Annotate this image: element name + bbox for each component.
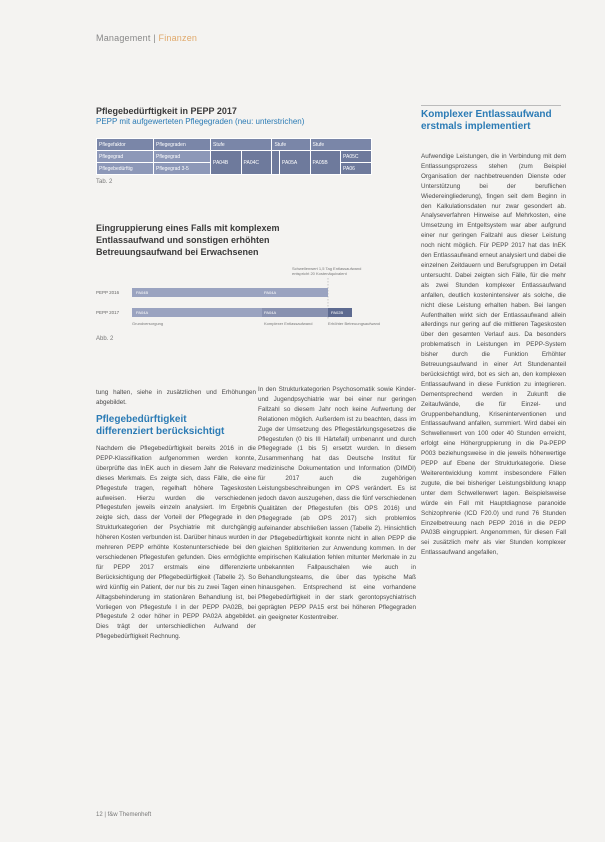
- section-heading: [421, 109, 571, 133]
- section-heading-line: Pflegebedürftigkeit: [96, 414, 187, 425]
- header-left: Management: [96, 33, 151, 43]
- table-caption: Tab. 2: [96, 179, 113, 185]
- bar-label: PA04A: [136, 310, 149, 315]
- header-section: Finanzen: [158, 33, 198, 43]
- row-label: PEPP 2017: [96, 310, 120, 315]
- table-title: Pflegebedürftigkeit in PEPP 2017: [96, 106, 237, 116]
- table-header-cell: Stufe: [272, 139, 310, 151]
- grouping-figure: [96, 262, 381, 334]
- bar-label: PA04B: [136, 290, 149, 295]
- page-footer: 12 | f&w Themenheft: [96, 812, 152, 818]
- table-cell: Pflegebedürftig: [97, 163, 154, 175]
- bar-label: PA04A: [264, 290, 277, 295]
- bar-segment: [132, 308, 262, 317]
- figure-title-line: Entlassaufwand und sonstigen erhöhten: [96, 235, 270, 245]
- table-cell: PA05C: [341, 151, 372, 163]
- table-cell: Pflegegrad: [154, 151, 211, 163]
- table-cell: [272, 151, 280, 175]
- table-subtitle: PEPP mit aufgewerteten Pflegegraden (neu: unterstrichen): [96, 117, 305, 126]
- header-separator: |: [153, 33, 156, 43]
- axis-label: Komplexer Entlassaufwand: [264, 321, 313, 326]
- table-header-cell: Pflegegraden: [154, 139, 211, 151]
- column-text: In den Strukturkategorien Psychosomatik sowie Kinder- und Jugendpsychiatrie war bei einer nur geringen Fallzahl so diesem Jahr noch keine Aufwertung der Relationen möglich. Außerdem ist zu beachten, dass im Zuge der Umsetzung des Pflegestärkungsgesetzes die Pflegestufen (0 bis III Härtefall) umbenannt und durch Pflegegrade (1 bis 5) ersetzt wurden. In diesem Zusammenhang hat das Deutsche Institut für medizinische Dokumentation und Information (DIMDI) für 2017 auch die zugehörigen Leistungsbeschreibungen im OPS verändert. Es ist jedoch davon auszugehen, dass die fünf verschiedenen Qualitäten der Pflegestufen (bis OPS 2016) und Pflegegrade (ab OPS 2017) sich problemlos aufeinander abschließen lassen (Tabelle 2). Hinsichtlich der Pflegebedürftigkeit konnte nicht in allen PEPP die gleichen Splitkriterien zur Anwendung kommen. In der empirischen Kalkulation fehlen mitunter Merkmale in zu unbekannten Fallpauschalen wie auch in Behandlungsteams, die über das typische Maß hinausgehen. Entsprechend ist eine vorhandene Pflegebedürftigkeit in der stark gerontopsychiatrisch geprägten PEPP PA15 erst bei höheren Pflegegraden ein geeigneter Kostentreiber.: [258, 386, 416, 621]
- column-divider: [421, 105, 561, 106]
- table-cell: PA04C: [241, 151, 272, 175]
- bar-segment: [132, 288, 328, 297]
- table-cell: PA06: [341, 163, 372, 175]
- axis-label: Grundversorgung: [132, 321, 164, 326]
- table-cell: Pflegegrad: [97, 151, 154, 163]
- column-text: Aufwendige Leistungen, die in Verbindung mit dem Entlassungsprozess stehen (zum Beispiel Organisation der nachbetreuenden Dienste oder Unterstützung bei der beruflichen Wiedereingliederung), fingen seit dem Beginn in den Kalkulationsdaten nur zwar gesondert ab. Analyseverfahren Hinweise auf Mehrkosten, eine Umsetzung im Entgeltsystem war aber aufgrund einer nur geringen Fallzahl aus dieser Leistung noch nicht möglich. Für PEPP 2017 hat das InEK den Entlassaufwand erneut analysiert und dabei die einzelnen Zeitdauern und Berufsgruppen im Detail untersucht. Dabei zeigten sich Fälle, für die mehr als zwei Stunden komplexer Entlassaufwand anfallen, deutlich kostenintensiver als solche, die nicht diese Leistung erhalten haben. Bei langen Aufenthalten wirkt sich der Entlassaufwand allein allerdings nur gering auf die mittleren Tageskosten über den gesamten Verlauf aus. Da besonders problematisch in Leistungen im PEPP-System bisher durch die Funktion Erhöhter Betreuungsaufwand in einer Art Stundenanteil berücksichtigt wird, bot es sich an, den komplexen Entlassaufwand in diese Funktion zu integrieren. Dementsprechend werden in Zukunft die Zeitaufwände, die für Einzel- und Gruppenbehandlung, Kriseninterventionen und Entlassaufwand anfallen, summiert. Wird dabei ein Schwellenwert von 100 oder 40 Stunden erreicht, erfolgt eine Höhergruppierung in die Pa-PEPP P003 beziehungsweise in die jeweils höherwertige PEPP auf Ebene der Strukturkategorie. Diese Weiterentwicklung kommt insbesondere Fällen zugute, die bei bisheriger Leistungsbildung knapp unter dem Schwellenwert lagen. Beispielsweise würde ein Fall mit Hauptdiagnose paranoide Schizophrenie (ICD F20.0) und rund 76 Stunden Einzelbetreuung nach PEPP 2016 in die PEPP PA03B eingruppiert. Angenommen, für diesen Fall sei zusätzlich mehr als vier Stunden komplexer Entlassaufwand angefallen,: [421, 153, 566, 557]
- column-text: tung halten, siehe in zusätzlichen und Erhöhungen abgebildet.: [96, 389, 256, 406]
- table-header-cell: Pflegefaktor: [97, 139, 154, 151]
- table-header-cell: Stufe: [211, 139, 272, 151]
- table-cell: PA05A: [280, 151, 311, 175]
- figure-title: [96, 222, 366, 258]
- pepp-table: [96, 138, 372, 175]
- section-heading: [96, 414, 256, 438]
- section-heading-line: Komplexer Entlassaufwand: [421, 109, 552, 120]
- figure-note: Schwellenwert 1,5 Tag Entlassaufwand: [292, 266, 362, 271]
- figure-caption: Abb. 2: [96, 336, 114, 342]
- figure-title-line: Eingruppierung eines Falls mit komplexem: [96, 223, 280, 233]
- column-text: Nachdem die Pflegebedürftigkeit bereits 2016 in die PEPP-Klassifikation aufgenommen werden konnte, überprüfte das InEK auch in diesem Jahr die Relevanz dieses Merkmals. Es zeigte sich, dass Fälle, die eine Pflegestufe tragen, regelhaft höhere Tageskosten aufweisen. Hierzu wurden die verschiedenen Pflegestufen jeweils einzeln analysiert. Im Ergebnis zeigte sich, dass der Vorteil der Pflegegrade in den Strukturkategorien der Psychiatrie mit durchgängig höheren Kosten verbunden ist. Darüber hinaus wurden in mehreren PEPP erhöhte Kostenunterschiede bei den verschiedenen Pflegestufen gefunden. Dies ermöglichte für PEPP 2017 erstmals eine differenzierte Berücksichtigung der Pflegebedürftigkeit (Tabelle 2). So wird künftig ein Patient, der nur bis zu zwei Tagen einen Alltagsbehinderung im stationären Behandlung ist, bei Vorliegen von Pflegestufe I in der PEPP PA02B, bei Pflegestufe 2 oder höher in PEPP PA02A abgebildet. Dies trägt der unterschiedlichen Aufwand der Pflegebedürftigkeit Rechnung.: [96, 445, 256, 641]
- section-heading-line: differenziert berücksichtigt: [96, 426, 225, 437]
- bar-label: PA04A: [264, 310, 277, 315]
- table-cell: PA05B: [310, 151, 341, 175]
- running-header: [96, 33, 197, 43]
- table-cell: Pflegegrad 3-5: [154, 163, 211, 175]
- section-heading-line: erstmals implementiert: [421, 121, 531, 132]
- axis-label: Erhöhter Betreuungsaufwand: [328, 321, 381, 326]
- row-label: PEPP 2016: [96, 290, 120, 295]
- figure-note: entspricht 20 Kostenäquivalent: [292, 271, 347, 276]
- table-header-cell: Stufe: [310, 139, 371, 151]
- bar-label: PA02B: [331, 310, 344, 315]
- figure-title-line: Betreuungsaufwand bei Erwachsenen: [96, 247, 259, 257]
- table-cell: PA04B: [211, 151, 242, 175]
